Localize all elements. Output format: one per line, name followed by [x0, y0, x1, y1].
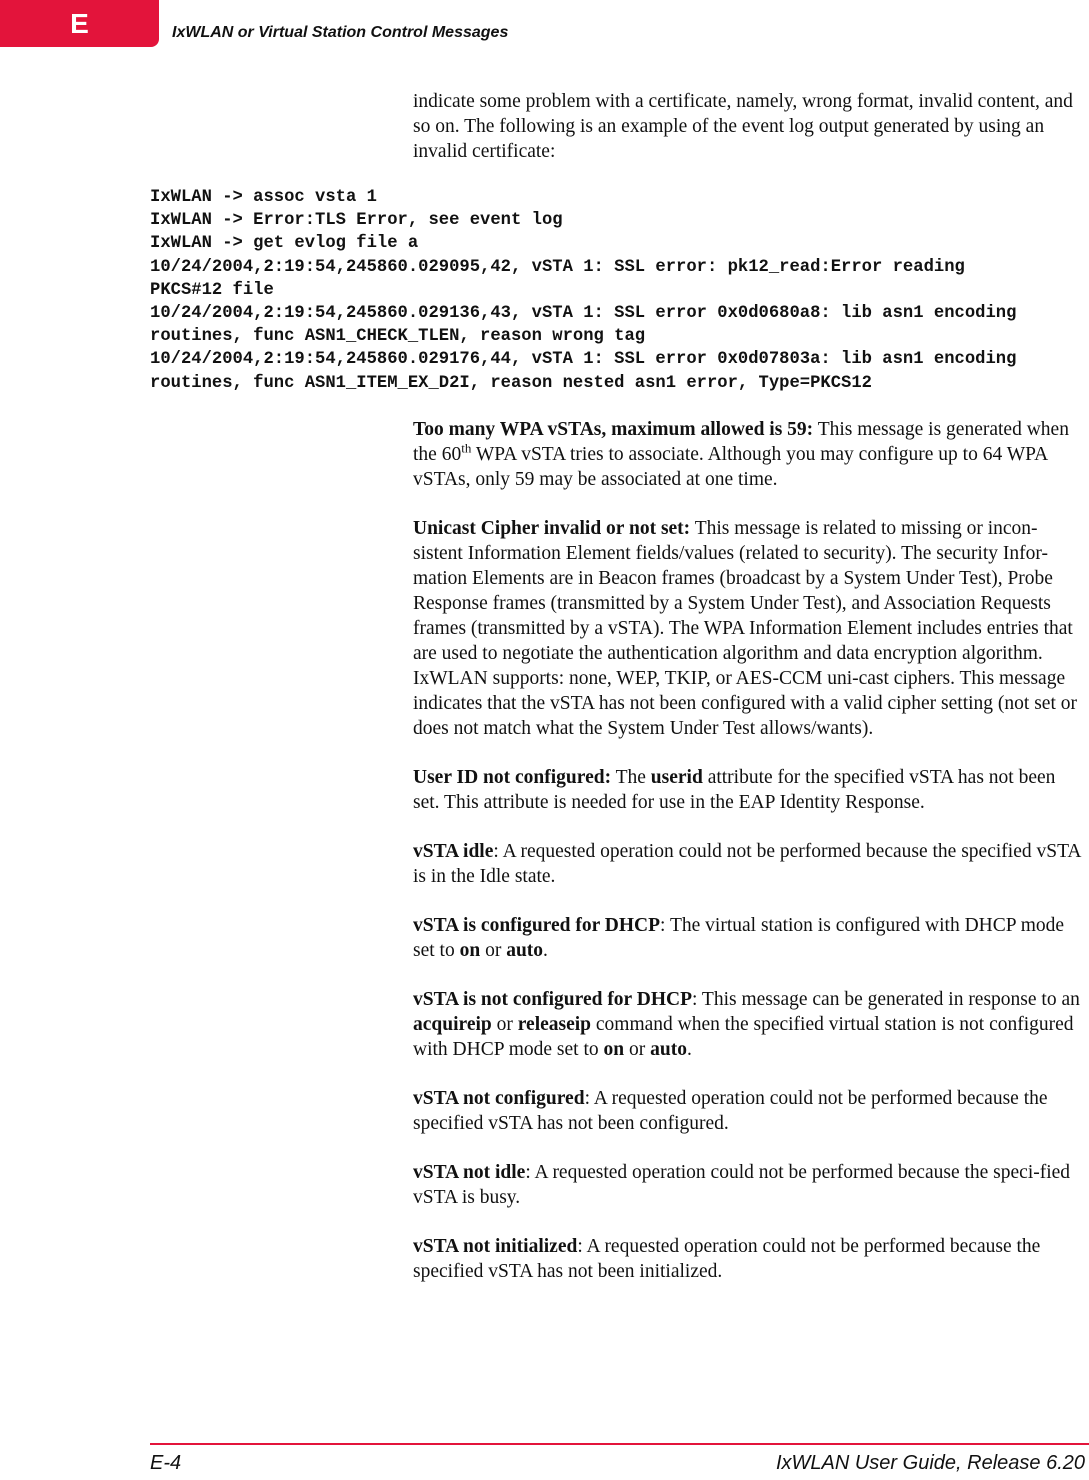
definition-vsta-not-initialized: vSTA not initialized: A requested operation could not be performed because the specified vSTA has not been initialized. — [413, 1236, 1041, 1282]
definition-user-id: User ID not configured: The userid attribute for the specified vSTA has not been set. This attribute is needed for use in the EAP Identity Response. — [413, 767, 1056, 813]
guide-title: IxWLAN User Guide, Release 6.20 — [775, 1452, 1085, 1474]
code-line: routines, func ASN1_CHECK_TLEN, reason wrong tag — [150, 327, 646, 347]
definition-vsta-not-idle: vSTA not idle: A requested operation could not be performed because the speci-fied vSTA is busy. — [413, 1162, 1071, 1208]
keyword: auto — [650, 1039, 687, 1060]
code-line: 10/24/2004,2:19:54,245860.029136,43, vSTA 1: SSL error 0x0d0680a8: lib asn1 encoding — [150, 304, 1017, 324]
event-log-code-block — [150, 186, 1085, 395]
term: User ID not configured: — [413, 767, 612, 788]
keyword: acquireip — [413, 1014, 492, 1035]
term: vSTA not idle — [413, 1162, 526, 1183]
term: vSTA idle — [413, 841, 494, 862]
code-line: IxWLAN -> get evlog file a — [150, 234, 419, 254]
footer-divider — [150, 1443, 1089, 1445]
keyword: on — [603, 1039, 625, 1060]
term: Too many WPA vSTAs, maximum allowed is 59: — [413, 419, 814, 440]
page-number: E-4 — [150, 1452, 182, 1474]
keyword: releaseip — [517, 1014, 592, 1035]
definition-unicast-cipher: Unicast Cipher invalid or not set: This message is related to missing or incon-sistent Information Element fields/values (related to security). The security Infor-mation Elements are in Beacon frames (broadcast by a System Under Test), Probe Response frames (transmitted by a System Under Test), and Association Requests frames (transmitted by a vSTA). The WPA Information Element includes entries that are used to negotiate the authentication algorithm and data encryption algorithm. IxWLAN supports: none, WEP, TKIP, or AES-CCM uni-cast ciphers. This message indicates that the vSTA has not been configured with a valid cipher setting (not set or does not match what the System Under Test allows/wants). — [413, 518, 1077, 739]
term: vSTA is configured for DHCP — [413, 915, 661, 936]
appendix-letter: E — [70, 7, 89, 39]
term: vSTA not configured — [413, 1088, 585, 1109]
code-line: 10/24/2004,2:19:54,245860.029095,42, vSTA 1: SSL error: pk12_read:Error reading — [150, 257, 965, 277]
term: vSTA not initialized — [413, 1236, 578, 1257]
appendix-tab — [0, 0, 159, 47]
message-definitions — [413, 417, 1085, 1308]
keyword: auto — [506, 940, 544, 961]
definition-too-many-wpa: Too many WPA vSTAs, maximum allowed is 59: This message is generated when the 60th WPA vSTA tries to associate. Although you may configure up to 64 WPA vSTAs, only 59 may be associated at one time. — [413, 419, 1069, 490]
keyword: on — [459, 940, 481, 961]
definition-vsta-idle: vSTA idle: A requested operation could not be performed because the specified vSTA is in the Idle state. — [413, 841, 1081, 887]
code-line: IxWLAN -> Error:TLS Error, see event log — [150, 211, 563, 231]
code-line: IxWLAN -> assoc vsta 1 — [150, 188, 377, 207]
running-header-title: IxWLAN or Virtual Station Control Messages — [172, 24, 509, 41]
code-line: 10/24/2004,2:19:54,245860.029176,44, vSTA 1: SSL error 0x0d07803a: lib asn1 encoding — [150, 350, 1017, 370]
definition-vsta-not-dhcp: vSTA is not configured for DHCP: This message can be generated in response to an acquireip or releaseip command when the specified virtual station is not configured with DHCP mode set to on or auto. — [413, 989, 1080, 1060]
intro-paragraph: indicate some problem with a certificate, namely, wrong format, invalid content, and so on. The following is an example of the event log output generated by using an invalid certificate: — [413, 91, 1073, 162]
definition-vsta-not-configured: vSTA not configured: A requested operation could not be performed because the specified vSTA has not been configured. — [413, 1088, 1048, 1134]
code-line: routines, func ASN1_ITEM_EX_D2I, reason nested asn1 error, Type=PKCS12 — [150, 373, 872, 393]
term: vSTA is not configured for DHCP — [413, 989, 692, 1010]
code-line: PKCS#12 file — [150, 280, 274, 300]
keyword: userid — [650, 767, 703, 788]
term: Unicast Cipher invalid or not set: — [413, 518, 691, 539]
definition-vsta-dhcp: vSTA is configured for DHCP: The virtual station is configured with DHCP mode set to on or auto. — [413, 915, 1065, 961]
